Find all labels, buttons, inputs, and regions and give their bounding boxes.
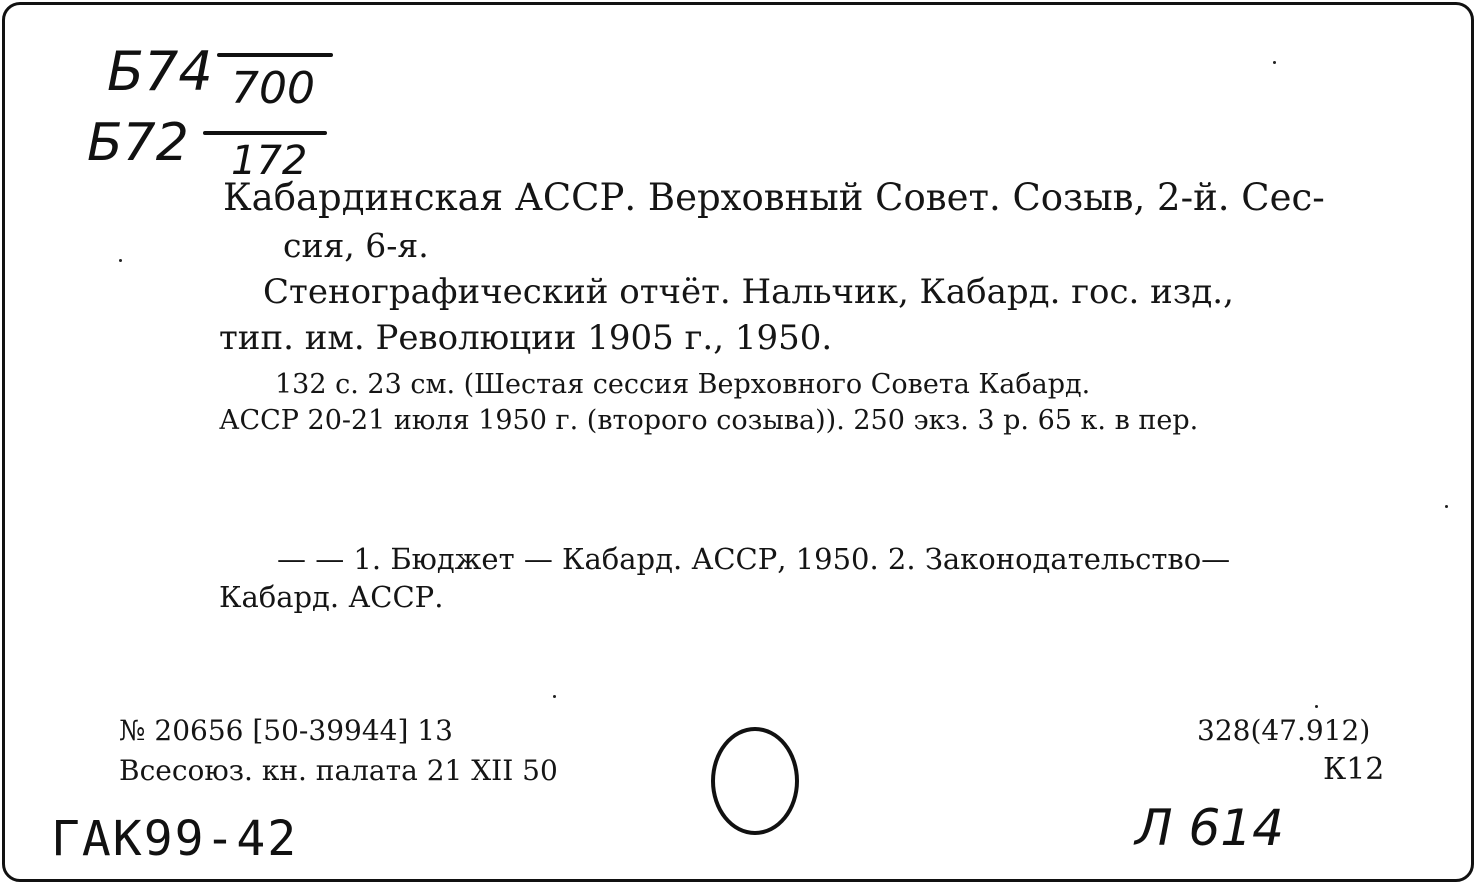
- classification-code: К12: [1323, 752, 1385, 787]
- speck: [1315, 705, 1318, 708]
- speck: [119, 259, 122, 262]
- collation-line-1: 132 с. 23 см. (Шестая сессия Верховного Совета Кабард.: [275, 369, 1091, 400]
- subjects-line-2: Кабард. АССР.: [219, 580, 444, 614]
- speck: [1273, 61, 1276, 64]
- title-line-1: Стенографический отчёт. Нальчик, Кабард. гос. изд.,: [263, 272, 1234, 312]
- heading-line-1: Кабардинская АССР. Верховный Совет. Созыв, 2-й. Сес-: [223, 176, 1325, 219]
- collation-line-2: АССР 20-21 июля 1950 г. (второго созыва)). 250 экз. 3 р. 65 к. в пер.: [219, 405, 1199, 436]
- stamp-circle: [711, 727, 799, 835]
- title-line-2: тип. им. Революции 1905 г., 1950.: [219, 318, 833, 358]
- handwritten-inventory-left: ГАК99-42: [51, 811, 299, 867]
- speck: [1445, 505, 1448, 508]
- shelfmark-top-bar: [217, 53, 333, 57]
- catalog-card: [2, 2, 1474, 882]
- shelfmark-bottom-right: 172: [231, 138, 308, 184]
- speck: [553, 695, 556, 698]
- shelfmark-top-left: Б74: [107, 40, 213, 103]
- shelfmark-bottom-left: Б72: [87, 113, 189, 173]
- shelfmark-bottom-bar: [203, 131, 327, 135]
- subjects-line-1: — — 1. Бюджет — Кабард. АССР, 1950. 2. Законодательство—: [277, 542, 1231, 576]
- handwritten-inventory-right: Л 614: [1135, 799, 1284, 857]
- registration-chamber: Всесоюз. кн. палата 21 XII 50: [119, 754, 558, 787]
- registration-number: № 20656 [50-39944] 13: [119, 714, 453, 747]
- shelfmark-top-right: 700: [231, 63, 315, 114]
- classification-udc: 328(47.912): [1197, 714, 1371, 747]
- heading-line-2: сия, 6-я.: [283, 226, 429, 265]
